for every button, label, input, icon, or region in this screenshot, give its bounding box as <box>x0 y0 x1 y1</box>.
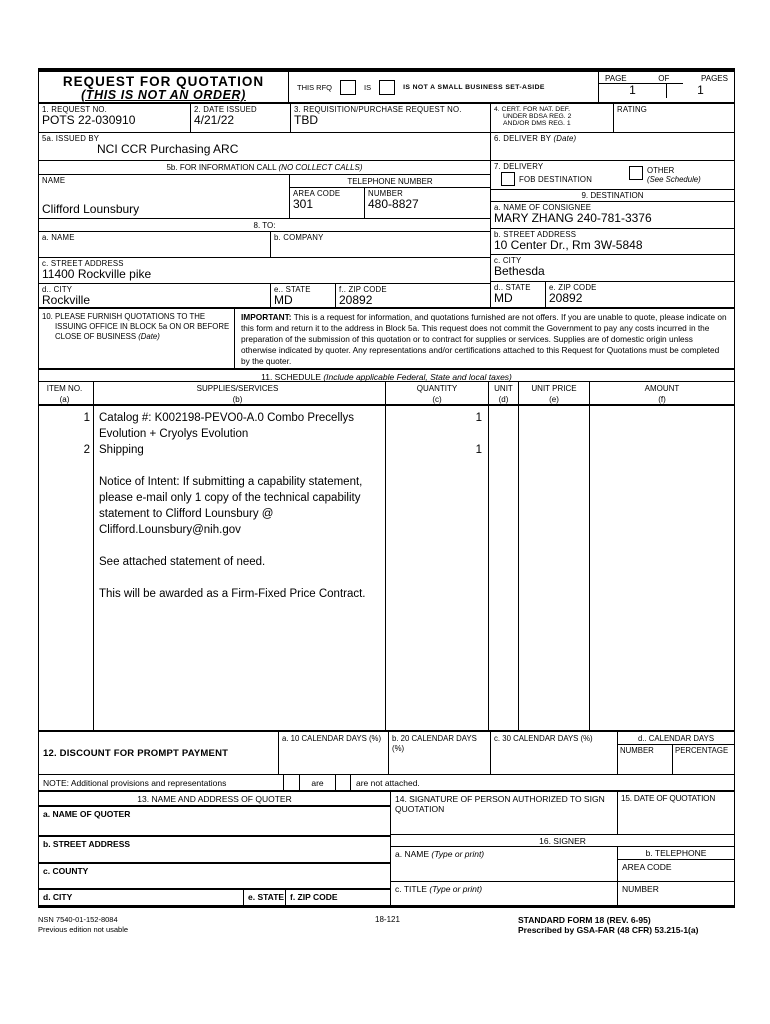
provisions-are-not-label: are not attached. <box>356 778 420 788</box>
quoter-city-label: d. CITY <box>43 892 73 902</box>
signer-title-row <box>391 881 734 905</box>
item-2-description: Shipping <box>99 444 144 456</box>
to-zip-cell <box>336 284 490 307</box>
signer-title-label: c. TITLE <box>395 884 427 895</box>
set-aside-label: IS NOT A SMALL BUSINESS SET-ASIDE <box>403 83 545 91</box>
row-2 <box>39 132 734 160</box>
to-street-value: 11400 Rockville pike <box>42 267 152 281</box>
middle-split <box>39 160 734 307</box>
dest-city-cell <box>491 254 734 281</box>
footer-center-code: 18-121 <box>375 915 400 924</box>
discount-30-days-cell[interactable] <box>491 732 618 774</box>
calendar-days-percentage-cell[interactable]: PERCENTAGE <box>675 746 729 755</box>
phone-number-value: 480-8827 <box>368 197 419 211</box>
unit-price-column[interactable] <box>519 406 590 730</box>
furnish-date-label: (Date) <box>138 332 160 341</box>
supplies-column <box>94 406 386 730</box>
consignee-label: a. NAME OF CONSIGNEE <box>494 203 592 212</box>
this-rfq-label: THIS RFQ <box>297 82 332 92</box>
form-title-line1: REQUEST FOR QUOTATION <box>62 74 265 89</box>
signer-telephone-cell <box>618 847 734 881</box>
schedule-header-row <box>39 381 734 406</box>
total-pages: 1 <box>697 83 704 97</box>
previous-edition-note: Previous edition not usable <box>38 924 129 934</box>
rfq-is-not-checkbox[interactable] <box>379 80 395 95</box>
schedule-title <box>39 368 734 381</box>
provisions-are-label: are <box>300 775 336 790</box>
dest-state-label: d.. STATE <box>494 283 531 292</box>
discount-20-days-cell[interactable] <box>389 732 491 774</box>
quoter-street-cell[interactable] <box>39 835 390 862</box>
form-title-line2: (THIS IS NOT AN ORDER) <box>81 88 246 102</box>
schedule-taxes-label: (Include applicable Federal, State and local taxes) <box>323 372 512 382</box>
quoter-zip-label: f. ZIP CODE <box>290 892 338 902</box>
col-quantity: QUANTITY (c) <box>386 382 489 404</box>
dest-street-cell <box>491 228 734 254</box>
block-10-row <box>39 307 734 368</box>
schedule-body <box>39 406 734 730</box>
area-code-cell <box>290 188 365 218</box>
block-12-discount-row <box>39 730 734 774</box>
block-6-deliver-by[interactable] <box>491 133 734 160</box>
signer-telephone-label: b. TELEPHONE <box>618 847 734 860</box>
rfq-is-checkbox[interactable] <box>340 80 356 95</box>
quoter-county-cell[interactable] <box>39 862 390 888</box>
to-state-cell <box>271 284 336 307</box>
signer-header: 16. SIGNER <box>391 834 734 846</box>
contact-name-value: Clifford Lounsbury <box>42 202 140 216</box>
block-5a-issued-by <box>39 133 491 160</box>
quoter-name-label: a. NAME OF QUOTER <box>43 809 131 819</box>
quantity-column <box>386 406 489 730</box>
see-schedule-label: (See Schedule) <box>647 175 701 184</box>
request-no-value: POTS 22-030910 <box>42 113 136 127</box>
date-issued-value: 4/21/22 <box>194 113 235 127</box>
unit-column[interactable] <box>489 406 519 730</box>
amount-column[interactable] <box>590 406 734 730</box>
quoter-state-label: e. STATE <box>248 892 285 902</box>
block-13-quoter <box>39 792 391 905</box>
date-issued-label: 2. DATE ISSUED <box>194 105 257 114</box>
block-5b-header <box>39 161 490 174</box>
item-1-quantity: 1 <box>475 412 482 424</box>
page-number: 1 <box>599 83 667 98</box>
name-phone-row <box>39 174 490 218</box>
quoter-name-cell[interactable] <box>39 805 390 835</box>
dest-city-label: c. CITY <box>494 256 522 265</box>
provisions-are-not-checkbox[interactable] <box>336 775 351 790</box>
signature-label: 14. SIGNATURE OF PERSON AUTHORIZED TO SIGN QUOTATION <box>395 794 605 814</box>
schedule-label: 11. SCHEDULE <box>261 372 321 382</box>
phone-number-cell <box>365 188 490 218</box>
firm-fixed-price-note: This will be awarded as a Firm-Fixed Price Contract. <box>99 588 366 600</box>
signer-name-type-label: (Type or print) <box>431 849 485 860</box>
form-title <box>39 72 289 102</box>
block-10-furnish <box>39 309 235 368</box>
fob-destination-label: FOB DESTINATION <box>519 174 593 184</box>
to-company-label: b. COMPANY <box>274 233 324 242</box>
quoter-county-label: c. COUNTY <box>43 866 89 876</box>
set-aside-section <box>289 72 599 102</box>
page-underline <box>599 83 683 84</box>
dest-state-value: MD <box>494 291 513 305</box>
statement-of-need-note: See attached statement of need. <box>99 556 266 568</box>
quoter-name-company-row <box>39 231 490 257</box>
provisions-note-row <box>39 774 734 790</box>
discount-20-days-label: b. 20 CALENDAR DAYS (%) <box>392 734 477 753</box>
block-15-date-cell[interactable] <box>618 792 734 834</box>
quoter-street-label: b. STREET ADDRESS <box>43 839 131 849</box>
requisition-no-value: TBD <box>294 113 318 127</box>
pages-label: PAGES <box>701 74 728 83</box>
item-1-no: 1 <box>83 412 90 424</box>
signer-area-code-cell[interactable]: AREA CODE <box>622 862 672 873</box>
quoter-city-state-zip-row <box>39 888 390 907</box>
dest-state-zip-row <box>491 281 734 307</box>
left-column <box>39 161 491 307</box>
no-collect-calls-label: (NO COLLECT CALLS) <box>278 163 363 172</box>
block-2-date-issued <box>191 104 291 132</box>
to-company-cell[interactable] <box>271 232 327 257</box>
quoter-city-cell[interactable] <box>39 890 244 907</box>
important-text: This is a request for information, and quotations furnished are not offers. If you are unable to quote, please indicate on this form and return it to the address in Block 5a. This request does not commit the Government to pay any costs incurred in the preparation of the submission of this quotation or to contract for supplies or services. Supplies are of domestic origin unless otherwise indicated by quoter. Any representations and/or certifications attached to this Request for Quotations must be completed by the quoter. <box>241 312 727 366</box>
dest-zip-label: e. ZIP CODE <box>549 283 597 292</box>
dest-zip-cell <box>546 282 600 307</box>
calendar-days-label: d.. CALENDAR DAYS <box>618 732 734 745</box>
col-supplies: SUPPLIES/SERVICES (b) <box>94 382 386 404</box>
delivery-other-label: OTHER <box>647 166 675 175</box>
signer-number-cell[interactable]: NUMBER <box>622 884 659 895</box>
quoter-signature-block <box>39 790 734 905</box>
block-8-to-header: 8. TO: <box>39 218 490 231</box>
signer-name-cell[interactable] <box>391 847 618 881</box>
right-column <box>491 161 734 307</box>
to-city-cell <box>39 284 271 307</box>
delivery-label: 7. DELIVERY <box>494 162 544 171</box>
col-item-no: ITEM NO. (a) <box>39 382 94 404</box>
discount-label: 12. DISCOUNT FOR PROMPT PAYMENT <box>39 732 279 774</box>
signer-title-type-label: (Type or print) <box>429 884 483 895</box>
request-no-label: 1. REQUEST NO. <box>42 105 108 114</box>
cert-line2: UNDER BDSA REG. 2 <box>503 113 572 120</box>
discount-30-days-label: c. 30 CALENDAR DAYS (%) <box>494 734 593 743</box>
consignee-value: MARY ZHANG 240-781-3376 <box>494 211 652 225</box>
discount-10-days-cell[interactable] <box>279 732 389 774</box>
important-notice <box>235 309 734 368</box>
item-no-column <box>39 406 94 730</box>
of-label: OF <box>658 74 670 83</box>
is-label: IS <box>364 82 372 92</box>
calendar-days-number-cell[interactable]: NUMBER <box>618 745 673 774</box>
to-state-label: e.. STATE <box>274 285 311 294</box>
area-code-value: 301 <box>293 197 314 211</box>
quoter-zip-cell[interactable] <box>286 890 390 907</box>
to-city-state-zip-row <box>39 283 490 307</box>
to-street-label: c. STREET ADDRESS <box>42 259 124 268</box>
dest-zip-value: 20892 <box>549 291 583 305</box>
dest-city-value: Bethesda <box>494 264 545 278</box>
area-code-label: AREA CODE <box>293 189 341 198</box>
cert-line3: AND/OR DMS REG. 1 <box>503 120 571 127</box>
to-zip-label: f.. ZIP CODE <box>339 285 387 294</box>
requisition-no-label: 3. REQUISITION/PURCHASE REQUEST NO. <box>294 105 462 114</box>
to-zip-value: 20892 <box>339 293 373 307</box>
nsn-number: NSN 7540-01-152-8084 <box>38 915 118 924</box>
to-city-value: Rockville <box>42 293 91 307</box>
contact-name-label: NAME <box>42 176 66 185</box>
deliver-by-date-label: (Date) <box>553 134 577 143</box>
item-2-quantity: 1 <box>475 444 482 456</box>
provisions-note-label: NOTE: Additional provisions and representations <box>39 775 284 790</box>
block-7-delivery <box>491 161 734 189</box>
item-1-description: Catalog #: K002198-PEVO0-A.0 Combo Precellys Evolution + Cryolys Evolution <box>99 412 355 440</box>
discount-10-days-label: a. 10 CALENDAR DAYS (%) <box>282 734 382 743</box>
consignee-cell <box>491 201 734 228</box>
page-of-pages <box>599 72 734 102</box>
fob-destination-checkbox[interactable] <box>501 172 515 186</box>
discount-calendar-days-cell <box>618 732 734 774</box>
telephone-label: TELEPHONE NUMBER <box>290 175 490 188</box>
issued-by-label: 5a. ISSUED BY <box>42 134 100 143</box>
date-of-quotation-label: 15. DATE OF QUOTATION <box>621 794 716 803</box>
to-city-label: d.. CITY <box>42 285 73 294</box>
rating-cell[interactable] <box>614 104 734 132</box>
contact-name-cell <box>39 175 290 218</box>
title-row <box>39 72 734 102</box>
block-4-cert <box>491 104 614 132</box>
block-1-request-no <box>39 104 191 132</box>
dest-street-label: b. STREET ADDRESS <box>494 230 577 239</box>
notice-of-intent: Notice of Intent: If submitting a capability statement, please e-mail only 1 copy of the technical capability statement to Clifford Lounsbury @ Clifford.Lounsbury@nih.gov <box>99 476 363 536</box>
delivery-other-checkbox[interactable] <box>629 166 643 180</box>
quoter-header: 13. NAME AND ADDRESS OF QUOTER <box>137 794 292 804</box>
page-of-pages-header <box>599 72 734 83</box>
quoter-state-cell[interactable] <box>244 890 286 907</box>
to-state-value: MD <box>274 293 293 307</box>
info-call-label: 5b. FOR INFORMATION CALL <box>166 163 277 172</box>
deliver-by-label: 6. DELIVER BY <box>494 134 552 143</box>
issued-by-value: NCI CCR Purchasing ARC <box>97 142 239 156</box>
request-for-quotation-form <box>38 68 735 908</box>
signer-title-cell[interactable] <box>391 882 618 905</box>
col-unit-price: UNIT PRICE (e) <box>519 382 590 404</box>
to-name-label: a. NAME <box>42 233 75 242</box>
rating-label: RATING <box>617 105 648 114</box>
col-amount: AMOUNT (f) <box>644 384 680 404</box>
block-14-signature-cell[interactable] <box>391 792 618 834</box>
important-label: IMPORTANT: <box>241 312 292 322</box>
dest-state-cell <box>491 282 546 307</box>
block-9-destination-header: 9. DESTINATION <box>491 189 734 201</box>
to-street-cell <box>39 257 490 283</box>
row-1 <box>39 102 734 132</box>
col-unit: UNIT (d) <box>489 382 519 404</box>
furnish-label: 10. PLEASE FURNISH QUOTATIONS TO THE ISSUING OFFICE IN BLOCK 5a ON OR BEFORE CLOSE OF BUSINESS <box>42 312 230 341</box>
cert-line1: 4. CERT. FOR NAT. DEF. <box>494 106 571 113</box>
prescribed-by-label: Prescribed by GSA-FAR (48 CFR) 53.215-1(a) <box>518 925 699 935</box>
dest-street-value: 10 Center Dr., Rm 3W-5848 <box>494 238 643 252</box>
signature-block <box>391 792 734 905</box>
standard-form-label: STANDARD FORM 18 (REV. 6-95) <box>518 915 651 925</box>
to-name-cell[interactable] <box>39 232 271 257</box>
phone-number-label: NUMBER <box>368 189 403 198</box>
item-2-no: 2 <box>83 444 90 456</box>
signer-name-row <box>391 846 734 881</box>
provisions-are-checkbox[interactable] <box>284 775 300 790</box>
block-3-requisition-no <box>291 104 491 132</box>
telephone-block <box>290 175 490 218</box>
page-label: PAGE <box>605 74 627 83</box>
signer-name-label: a. NAME <box>395 849 430 860</box>
